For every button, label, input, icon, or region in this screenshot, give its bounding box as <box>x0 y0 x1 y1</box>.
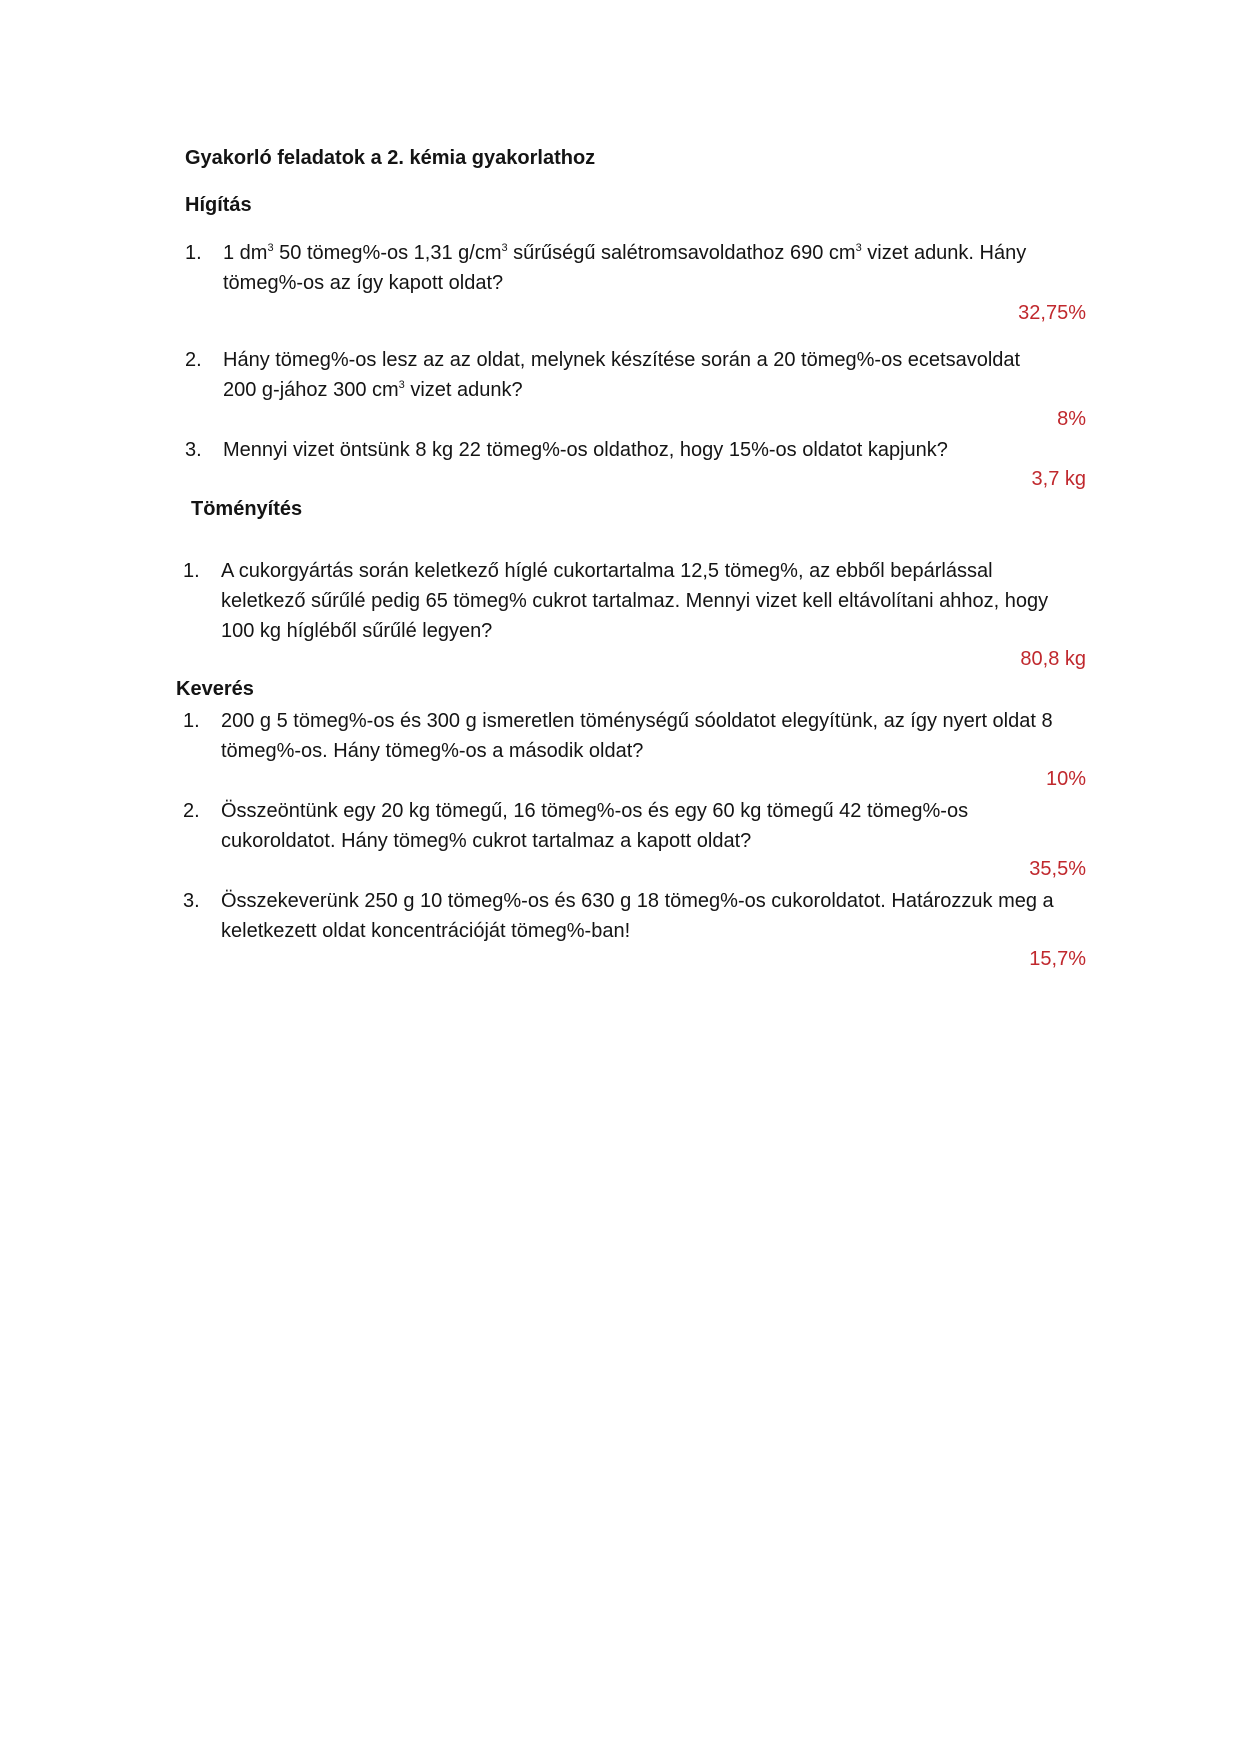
exercise-number: 1. <box>183 710 200 732</box>
section-heading-tomenyites: Töményítés <box>191 498 303 520</box>
answer-higitas-1: 32,75% <box>1018 302 1086 324</box>
exercise-text <box>223 345 1083 405</box>
exercise-number: 2. <box>185 349 202 371</box>
exercise-number: 2. <box>183 800 200 822</box>
exercise-line: tömeg%-os az így kapott oldat? <box>223 272 504 294</box>
exercise-text: 200 g 5 tömeg%-os és 300 g ismeretlen töménységű sóoldatot elegyítünk, az így nyert oldat 8 tömeg%-os. Hány tömeg%-os a második oldat? <box>221 710 1053 762</box>
answer-tomenyites-1: 80,8 kg <box>1020 648 1086 670</box>
exercise-text: Összekeverünk 250 g 10 tömeg%-os és 630 g 18 tömeg%-os cukoroldatot. Határozzuk meg a keletkezett oldat koncentrációját tömeg%-ban! <box>221 890 1054 942</box>
exercise-line: 1 $dm^3$ 50 tömeg%-os 1,31 $g/cm^3$ sűrűségű salétromsavoldathoz 690 $cm^3$ vizet adunk. Hány <box>223 242 1027 264</box>
page-title: Gyakorló feladatok a 2. kémia gyakorlathoz <box>185 147 596 169</box>
answer-higitas-2: 8% <box>1057 408 1086 430</box>
exercise-number: 3. <box>185 439 202 461</box>
answer-keveres-1: 10% <box>1045 768 1086 790</box>
exercise-text: A cukorgyártás során keletkező híglé cukortartalma 12,5 tömeg%, az ebből bepárlással keletkező sűrűlé pedig 65 tömeg% cukrot tartalmaz. Mennyi vizet kell eltávolítani ahhoz, hogy 100 kg hígléből sűrűlé legyen? <box>221 560 1049 642</box>
answer-higitas-3: 3,7 kg <box>1031 468 1086 490</box>
section-heading-higitas: Hígítás <box>185 194 252 216</box>
exercise-number: 1. <box>183 560 200 582</box>
section-heading-keveres: Keverés <box>176 678 254 700</box>
exercise-text: Mennyi vizet öntsünk 8 kg 22 tömeg%-os oldathoz, hogy 15%-os oldatot kapjunk? <box>223 439 948 461</box>
exercise-text: Összeöntünk egy 20 kg tömegű, 16 tömeg%-os és egy 60 kg tömegű 42 tömeg%-os cukoroldatot. Hány tömeg% cukrot tartalmaz a kapott oldat? <box>221 800 969 852</box>
answer-keveres-3: 15,7% <box>1029 948 1086 970</box>
exercise-line: 200 g-jához 300 $cm^3$ vizet adunk? <box>223 379 523 401</box>
exercise-text <box>223 238 1083 298</box>
exercise-number: 1. <box>185 242 202 264</box>
answer-keveres-2: 35,5% <box>1029 858 1086 880</box>
exercise-line: Hány tömeg%-os lesz az az oldat, melynek készítése során a 20 tömeg%-os ecetsavoldat <box>223 349 1021 371</box>
exercise-number: 3. <box>183 890 200 912</box>
